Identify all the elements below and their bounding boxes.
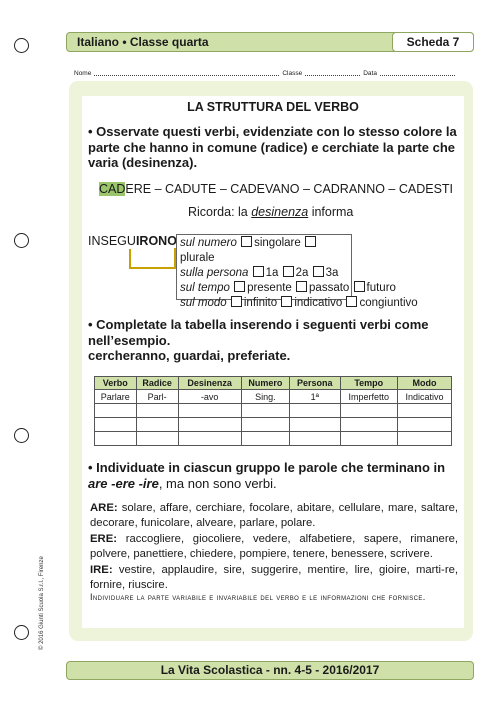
- checkbox[interactable]: [231, 296, 242, 307]
- worksheet-title: LA STRUTTURA DEL VERBO: [187, 100, 359, 114]
- footer-bar: La Vita Scolastica - nn. 4-5 - 2016/2017: [66, 661, 474, 680]
- table-cell[interactable]: [241, 432, 289, 446]
- verb-list: CADERE – CADUTE – CADEVANO – CADRANNO – CADESTI: [99, 182, 454, 196]
- worksheet-content: [82, 96, 464, 628]
- table-cell[interactable]: [136, 432, 178, 446]
- class-label: Classe: [282, 70, 303, 77]
- table-cell[interactable]: [397, 418, 451, 432]
- column-header: Modo: [397, 377, 451, 390]
- table-cell[interactable]: [340, 418, 397, 432]
- binder-hole: [14, 428, 29, 443]
- binder-hole: [14, 233, 29, 248]
- checkbox[interactable]: [234, 281, 245, 292]
- teacher-note: Individuare la parte variabile e invariabile del verbo e le informazioni che fornisce.: [90, 592, 426, 602]
- checkbox[interactable]: [283, 266, 294, 277]
- name-label: Nome: [74, 70, 92, 77]
- exercise-3-instruction: • Individuate in ciascun gruppo le parole che terminano in are -ere -ire, ma non sono verbi.: [88, 460, 446, 491]
- verb-analysis-table: [94, 376, 452, 446]
- header-bar: [66, 32, 474, 52]
- table-row: [95, 404, 452, 418]
- table-cell: Sing.: [241, 390, 289, 404]
- class-field[interactable]: [305, 74, 360, 76]
- checkbox[interactable]: [346, 296, 357, 307]
- highlighted-root: CAD: [99, 182, 126, 196]
- column-header: Numero: [241, 377, 289, 390]
- table-cell[interactable]: [290, 418, 341, 432]
- table-cell[interactable]: [290, 404, 341, 418]
- table-cell: Imperfetto: [340, 390, 397, 404]
- checkbox[interactable]: [313, 266, 324, 277]
- table-cell[interactable]: [290, 432, 341, 446]
- table-cell[interactable]: [397, 432, 451, 446]
- table-cell[interactable]: [178, 404, 241, 418]
- date-field[interactable]: [380, 74, 455, 76]
- table-header-row: [95, 377, 452, 390]
- table-cell[interactable]: [95, 418, 137, 432]
- checkbox[interactable]: [241, 236, 252, 247]
- group-are: ARE: solare, affare, cerchiare, focolare, abitare, cellulare, mare, saltare, decorare, funicolare, alveare, parlare, polare.: [90, 502, 458, 530]
- sheet-number: Scheda 7: [392, 32, 474, 52]
- table-cell[interactable]: [241, 418, 289, 432]
- binder-hole: [14, 625, 29, 640]
- table-cell: 1ª: [290, 390, 341, 404]
- exercise-1-instruction: • Osservate questi verbi, evidenziate con lo stesso colore la parte che hanno in comune (radice) e cerchiate la parte che varia (desinenza).: [88, 124, 457, 170]
- persona-row: sulla persona 1a 2a 3a: [180, 267, 339, 279]
- column-header: Persona: [290, 377, 341, 390]
- table-cell[interactable]: [340, 432, 397, 446]
- remember-line: Ricorda: la desinenza informa: [188, 205, 354, 219]
- binder-hole: [14, 38, 29, 53]
- connector-line: [129, 267, 177, 269]
- column-header: Desinenza: [178, 377, 241, 390]
- name-field[interactable]: [94, 74, 279, 76]
- table-cell[interactable]: [397, 404, 451, 418]
- subject-label: Italiano • Classe quarta: [77, 35, 209, 49]
- column-header: Verbo: [95, 377, 137, 390]
- tempo-row: sul tempo presente passato futuro: [180, 282, 396, 294]
- table-cell[interactable]: [241, 404, 289, 418]
- group-ire: IRE: vestire, applaudire, sire, suggerire, mentire, lire, gioire, marti-re, fornire, riuscire.: [90, 564, 459, 592]
- checkbox[interactable]: [296, 281, 307, 292]
- table-cell: Indicativo: [397, 390, 451, 404]
- table-cell: -avo: [178, 390, 241, 404]
- table-cell[interactable]: [178, 418, 241, 432]
- table-cell[interactable]: [340, 404, 397, 418]
- date-label: Data: [363, 70, 377, 77]
- table-cell[interactable]: [95, 404, 137, 418]
- table-row: [95, 418, 452, 432]
- checkbox[interactable]: [305, 236, 316, 247]
- modo-row: sul modo infinito indicativo congiuntivo: [180, 297, 418, 309]
- student-info-row: [74, 70, 474, 77]
- column-header: Tempo: [340, 377, 397, 390]
- connector-line: [129, 249, 131, 269]
- checkbox[interactable]: [354, 281, 365, 292]
- group-ere: ERE: raccogliere, giocoliere, vedere, alfabetiere, sapere, rimanere, polvere, panettiere, chiedere, pompiere, tenere, benessere, scrivere.: [90, 533, 458, 561]
- checkbox[interactable]: [281, 296, 292, 307]
- column-header: Radice: [136, 377, 178, 390]
- table-cell[interactable]: [136, 418, 178, 432]
- checkbox[interactable]: [253, 266, 264, 277]
- table-cell: Parl-: [136, 390, 178, 404]
- table-cell[interactable]: [95, 432, 137, 446]
- table-cell: Parlare: [95, 390, 137, 404]
- example-verb: INSEGUIRONO: [88, 234, 177, 248]
- table-row: [95, 432, 452, 446]
- grammar-info-box: [176, 234, 418, 309]
- numero-row: sul numero singolare plurale: [177, 235, 351, 266]
- exercise-2-instruction: • Completate la tabella inserendo i seguenti verbi come nell’esempio. cercheranno, guardai, preferiate.: [88, 317, 429, 363]
- table-cell[interactable]: [136, 404, 178, 418]
- table-cell[interactable]: [178, 432, 241, 446]
- copyright-text: © 2016 Giunti Scuola S.r.l., Firenze: [39, 556, 45, 650]
- table-row: [95, 390, 452, 404]
